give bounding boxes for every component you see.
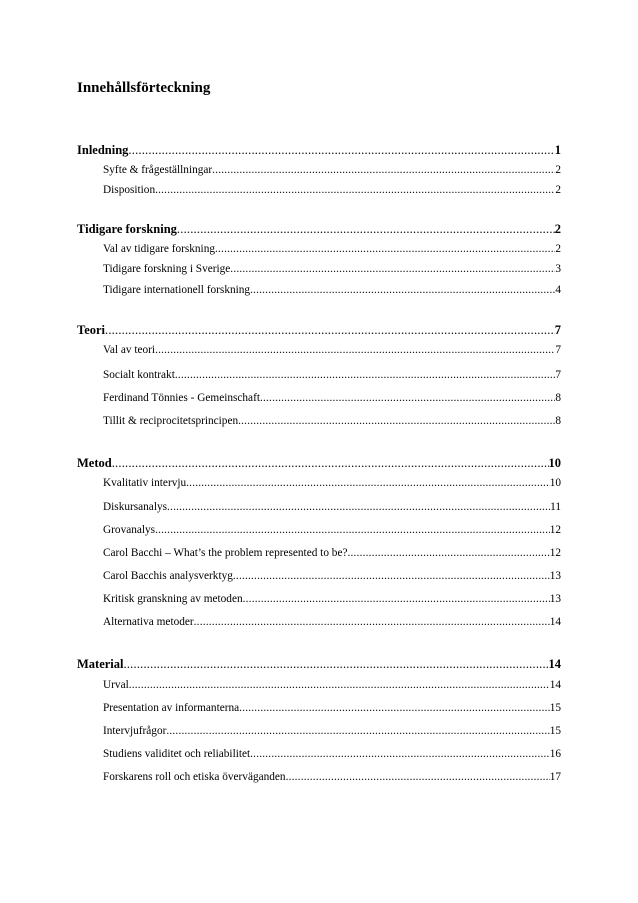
toc-entry-validitet-reliabilitet[interactable]	[103, 747, 561, 761]
toc-entry-urval[interactable]	[103, 678, 561, 692]
toc-dot-leader	[286, 770, 550, 784]
toc-entry-page: 14	[549, 679, 561, 691]
toc-entry-label: Urval	[103, 679, 129, 691]
page-title: Innehållsförteckning	[77, 80, 211, 96]
toc-entry-page: 16	[549, 748, 561, 760]
toc-entry-disposition[interactable]	[103, 183, 561, 197]
toc-dot-leader	[155, 343, 555, 357]
toc-entry-label: Presentation av informanterna	[103, 702, 240, 714]
toc-entry-label: Tidigare forskning	[77, 222, 177, 236]
toc-dot-leader	[167, 500, 550, 514]
toc-entry-tidigare-forskning[interactable]	[77, 222, 561, 236]
toc-entry-kvalitativ-intervju[interactable]	[103, 476, 561, 490]
toc-dot-leader	[166, 724, 549, 738]
toc-entry-label: Tidigare forskning i Sverige	[103, 263, 231, 275]
toc-entry-forskarens-roll[interactable]	[103, 770, 561, 784]
toc-entry-page: 8	[555, 415, 561, 427]
toc-entry-kritisk-granskning[interactable]	[103, 592, 561, 606]
toc-dot-leader	[347, 546, 549, 560]
toc-entry-page: 3	[555, 263, 561, 275]
toc-entry-page: 1	[554, 143, 561, 157]
toc-entry-page: 11	[550, 501, 561, 513]
toc-entry-page: 17	[549, 771, 561, 783]
toc-entry-label: Forskarens roll och etiska överväganden	[103, 771, 286, 783]
toc-dot-leader	[177, 222, 555, 236]
toc-dot-leader	[129, 678, 550, 692]
toc-entry-label: Disposition	[103, 184, 156, 196]
toc-entry-label: Ferdinand Tönnies - Gemeinschaft	[103, 392, 260, 404]
toc-entry-socialt-kontrakt[interactable]	[103, 368, 561, 382]
toc-entry-alternativa-metoder[interactable]	[103, 615, 561, 629]
toc-entry-forskning-sverige[interactable]	[103, 262, 561, 276]
toc-entry-page: 13	[549, 593, 561, 605]
toc-entry-label: Grovanalys	[103, 524, 156, 536]
toc-entry-label: Syfte & frågeställningar	[103, 164, 213, 176]
toc-entry-label: Intervjufrågor	[103, 725, 167, 737]
toc-dot-leader	[194, 615, 550, 629]
toc-entry-page: 12	[549, 547, 561, 559]
toc-entry-label: Inledning	[77, 143, 129, 157]
toc-entry-internationell-forskning[interactable]	[103, 283, 561, 297]
toc-entry-page: 15	[549, 725, 561, 737]
toc-entry-label: Carol Bacchis analysverktyg	[103, 570, 233, 582]
toc-entry-intervjufragor[interactable]	[103, 724, 561, 738]
toc-entry-page: 10	[549, 477, 561, 489]
toc-entry-presentation-informanterna[interactable]	[103, 701, 561, 715]
toc-entry-grovanalys[interactable]	[103, 523, 561, 537]
toc-entry-page: 7	[555, 344, 561, 356]
toc-dot-leader	[233, 569, 550, 583]
toc-entry-bacchis-analysverktyg[interactable]	[103, 569, 561, 583]
toc-entry-label: Tillit & reciprocitetsprincipen	[103, 415, 239, 427]
toc-dot-leader	[243, 592, 550, 606]
toc-entry-label: Val av tidigare forskning	[103, 243, 215, 255]
toc-dot-leader	[238, 414, 555, 428]
toc-entry-label: Carol Bacchi – What’s the problem represented to be?	[103, 547, 348, 559]
toc-dot-leader	[155, 183, 555, 197]
toc-entry-label: Alternativa metoder	[103, 616, 194, 628]
toc-dot-leader	[239, 701, 550, 715]
toc-entry-page: 10	[548, 456, 561, 470]
toc-dot-leader	[260, 391, 555, 405]
toc-entry-label: Studiens validitet och reliabilitet	[103, 748, 251, 760]
toc-entry-label: Metod	[77, 456, 112, 470]
toc-entry-tillit[interactable]	[103, 414, 561, 428]
toc-dot-leader	[186, 476, 550, 490]
toc-entry-material[interactable]	[77, 657, 561, 671]
toc-entry-page: 14	[548, 657, 561, 671]
toc-entry-val-av-tidigare-forskning[interactable]	[103, 242, 561, 256]
toc-entry-page: 7	[555, 369, 561, 381]
toc-entry-label: Val av teori	[103, 344, 156, 356]
toc-dot-leader	[230, 262, 555, 276]
toc-entry-label: Socialt kontrakt	[103, 369, 175, 381]
toc-dot-leader	[250, 747, 550, 761]
toc-entry-label: Kritisk granskning av metoden	[103, 593, 243, 605]
toc-entry-metod[interactable]	[77, 456, 561, 470]
toc-entry-page: 15	[549, 702, 561, 714]
toc-entry-page: 12	[549, 524, 561, 536]
toc-dot-leader	[175, 368, 555, 382]
toc-dot-leader	[128, 143, 554, 157]
toc-entry-page: 14	[549, 616, 561, 628]
toc-dot-leader	[250, 283, 555, 297]
toc-dot-leader	[215, 242, 555, 256]
toc-dot-leader	[105, 323, 555, 337]
toc-entry-page: 13	[549, 570, 561, 582]
toc-dot-leader	[212, 163, 555, 177]
toc-entry-inledning[interactable]	[77, 143, 561, 157]
toc-entry-teori[interactable]	[77, 323, 561, 337]
toc-entry-page: 7	[554, 323, 561, 337]
toc-entry-page: 2	[555, 164, 561, 176]
toc-entry-page: 8	[555, 392, 561, 404]
toc-entry-page: 2	[554, 222, 561, 236]
toc-dot-leader	[155, 523, 550, 537]
toc-entry-tonnies[interactable]	[103, 391, 561, 405]
toc-entry-page: 2	[555, 184, 561, 196]
toc-entry-label: Tidigare internationell forskning	[103, 284, 251, 296]
toc-entry-carol-bacchi[interactable]	[103, 546, 561, 560]
toc-entry-page: 4	[555, 284, 561, 296]
toc-entry-diskursanalys[interactable]	[103, 500, 561, 514]
toc-entry-label: Teori	[77, 323, 106, 337]
toc-entry-label: Material	[77, 657, 124, 671]
toc-entry-syfte[interactable]	[103, 163, 561, 177]
toc-entry-label: Kvalitativ intervju	[103, 477, 187, 489]
toc-entry-val-av-teori[interactable]	[103, 343, 561, 357]
toc-entry-page: 2	[555, 243, 561, 255]
toc-entry-label: Diskursanalys	[103, 501, 168, 513]
toc-dot-leader	[112, 456, 549, 470]
toc-dot-leader	[124, 657, 549, 671]
